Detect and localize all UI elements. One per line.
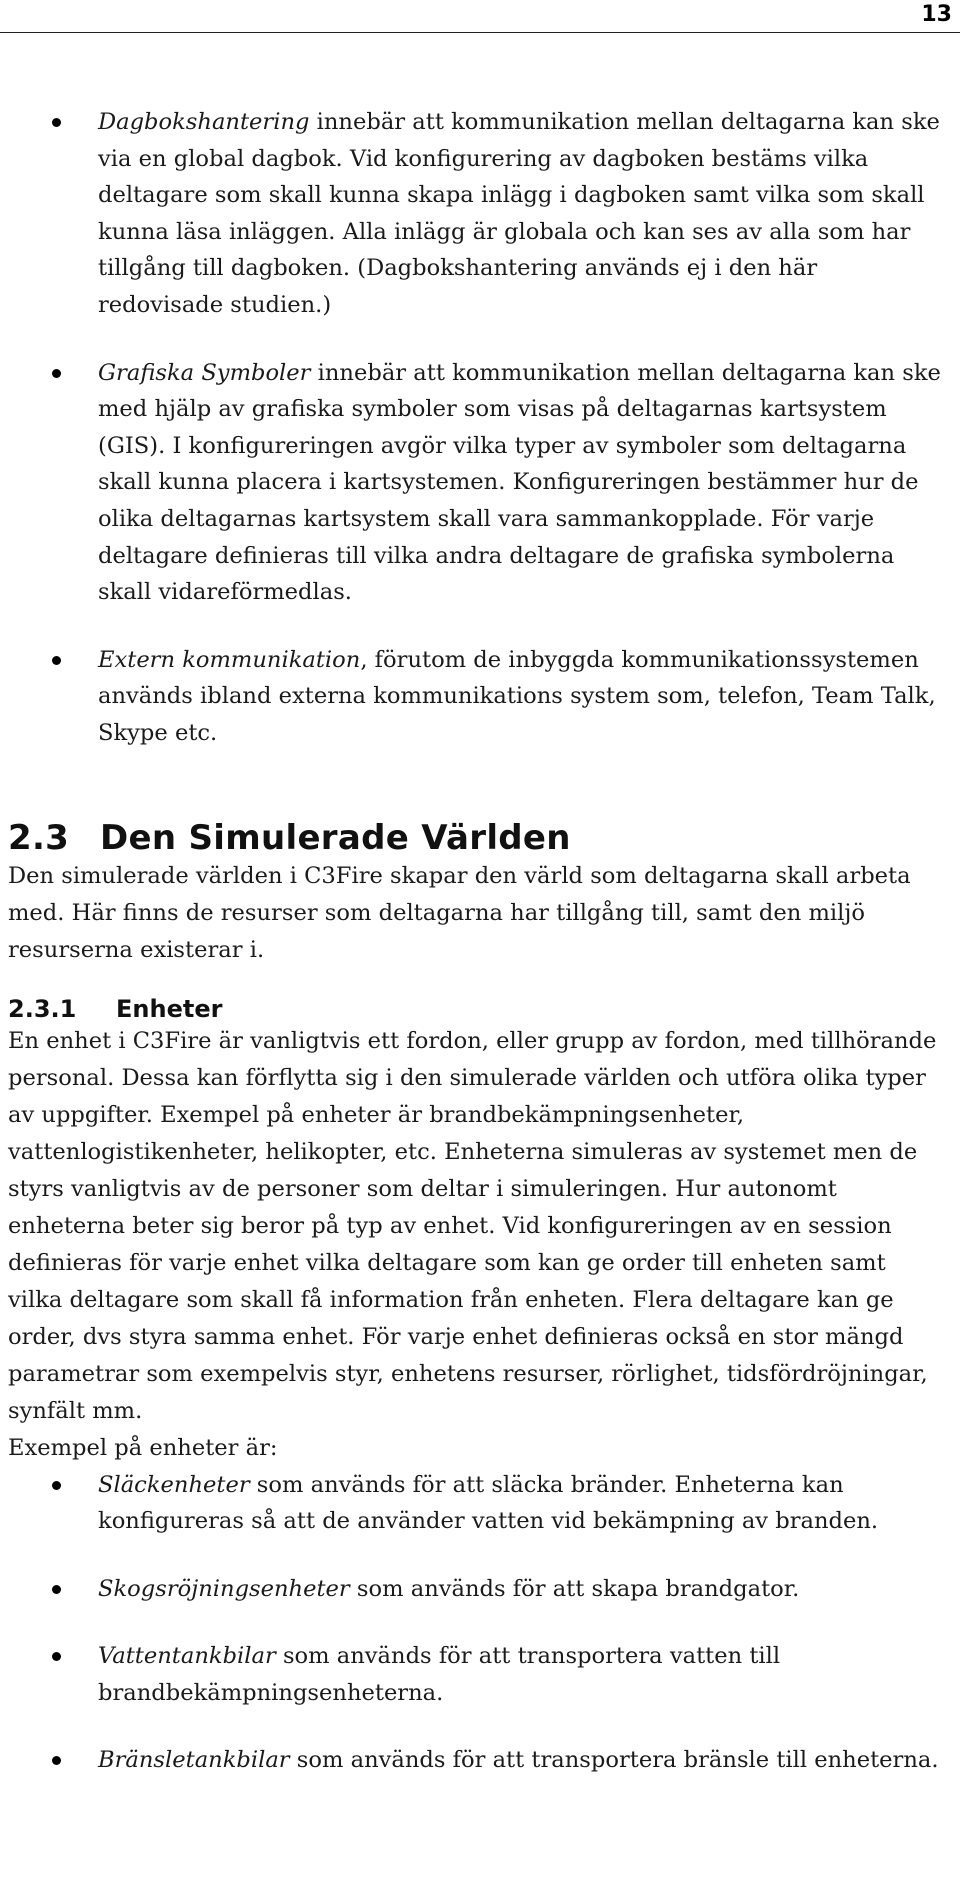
bullet-text: innebär att kommunikation mellan deltagarna kan ske med hjälp av grafiska symboler som visas på deltagarnas kartsystem (GIS). I konfigureringen avgör vilka typer av symboler som deltagarna skall kunna placera i kartsystemen. Konfigureringen bestämmer hur de olika deltagarnas kartsystem skall vara sammankopplade. För varje deltagare definieras till vilka andra deltagare de grafiska symbolerna skall vidareförmedlas.	[98, 359, 941, 606]
bullet-icon	[52, 656, 61, 665]
bullet-icon	[52, 118, 61, 127]
bullet-term: Extern kommunikation	[98, 646, 361, 673]
list-item	[8, 355, 943, 611]
list-item	[8, 1571, 943, 1608]
bullet-term: Vattentankbilar	[98, 1643, 276, 1670]
subsection-heading	[8, 995, 943, 1023]
bullet-text: , förutom de inbyggda kommunikationssystemen används ibland externa kommunikations system som, telefon, Team Talk, Skype etc.	[98, 646, 936, 746]
list-item	[8, 1638, 943, 1711]
bullet-term: Bränsletankbilar	[98, 1747, 290, 1774]
page-number: 13	[921, 2, 952, 27]
list-item	[8, 104, 943, 324]
bullet-text: som används för att transportera vatten till brandbekämpningsenheterna.	[98, 1643, 781, 1706]
list-item	[8, 642, 943, 752]
bullet-term: Dagbokshantering	[98, 109, 310, 135]
subsection-number: 2.3.1	[8, 994, 77, 1023]
bullet-term: Släckenheter	[98, 1471, 250, 1498]
bullet-text: som används för att släcka bränder. Enheterna kan konfigureras så att de använder vatten vid bekämpning av branden.	[98, 1471, 879, 1535]
bullet-icon	[52, 369, 61, 378]
bullet-text: som används för att skapa brandgator.	[349, 1575, 800, 1602]
page-header	[0, 0, 960, 33]
bullet-icon	[52, 1756, 61, 1765]
examples-intro: Exempel på enheter är:	[8, 1434, 278, 1461]
bullet-text: innebär att kommunikation mellan deltagarna kan ske via en global dagbok. Vid konfigurering av dagboken bestäms vilka deltagare som skall kunna skapa inlägg i dagboken samt vilka som skall kunna läsa inläggen. Alla inlägg är globala och kan ses av alla som har tillgång till dagboken. (Dagbokshantering används ej i den här redovisade studien.)	[98, 109, 940, 318]
bullet-icon	[52, 1585, 61, 1594]
bullet-icon	[52, 1481, 61, 1490]
bullet-icon	[52, 1652, 61, 1661]
bullet-term: Grafiska Symboler	[98, 359, 311, 386]
section-heading	[8, 818, 943, 858]
page-content	[8, 104, 943, 1810]
bullet-text: som används för att transportera bränsle till enheterna.	[289, 1747, 939, 1774]
list-item	[8, 1467, 943, 1540]
unit-examples-list	[8, 1467, 943, 1780]
section-number: 2.3	[8, 817, 70, 858]
communication-bullet-list	[8, 104, 943, 752]
section-intro-paragraph: Den simulerade världen i C3Fire skapar den värld som deltagarna skall arbeta med. Här finns de resurser som deltagarna har tillgång till, samt den miljö resurserna existerar i.	[8, 862, 911, 963]
section-title: Den Simulerade Världen	[100, 817, 571, 858]
list-item	[8, 1742, 943, 1779]
bullet-term: Skogsröjningsenheter	[98, 1575, 350, 1602]
subsection-title: Enheter	[116, 994, 223, 1023]
units-paragraph: En enhet i C3Fire är vanligtvis ett fordon, eller grupp av fordon, med tillhörande personal. Dessa kan förflytta sig i den simulerade världen och utföra olika typer av uppgifter. Exempel på enheter är brandbekämpningsenheter, vattenlogistikenheter, helikopter, etc. Enheterna simuleras av systemet men de styrs vanligtvis av de personer som deltar i simuleringen. Hur autonomt enheterna beter sig beror på typ av enhet. Vid konfigureringen av en session definieras för varje enhet vilka deltagare som kan ge order till enheten samt vilka deltagare som skall få information från enheten. Flera deltagare kan ge order, dvs styra samma enhet. För varje enhet definieras också en stor mängd parametrar som exempelvis styr, enhetens resurser, rörlighet, tidsfördröjningar, synfält mm.	[8, 1027, 937, 1424]
